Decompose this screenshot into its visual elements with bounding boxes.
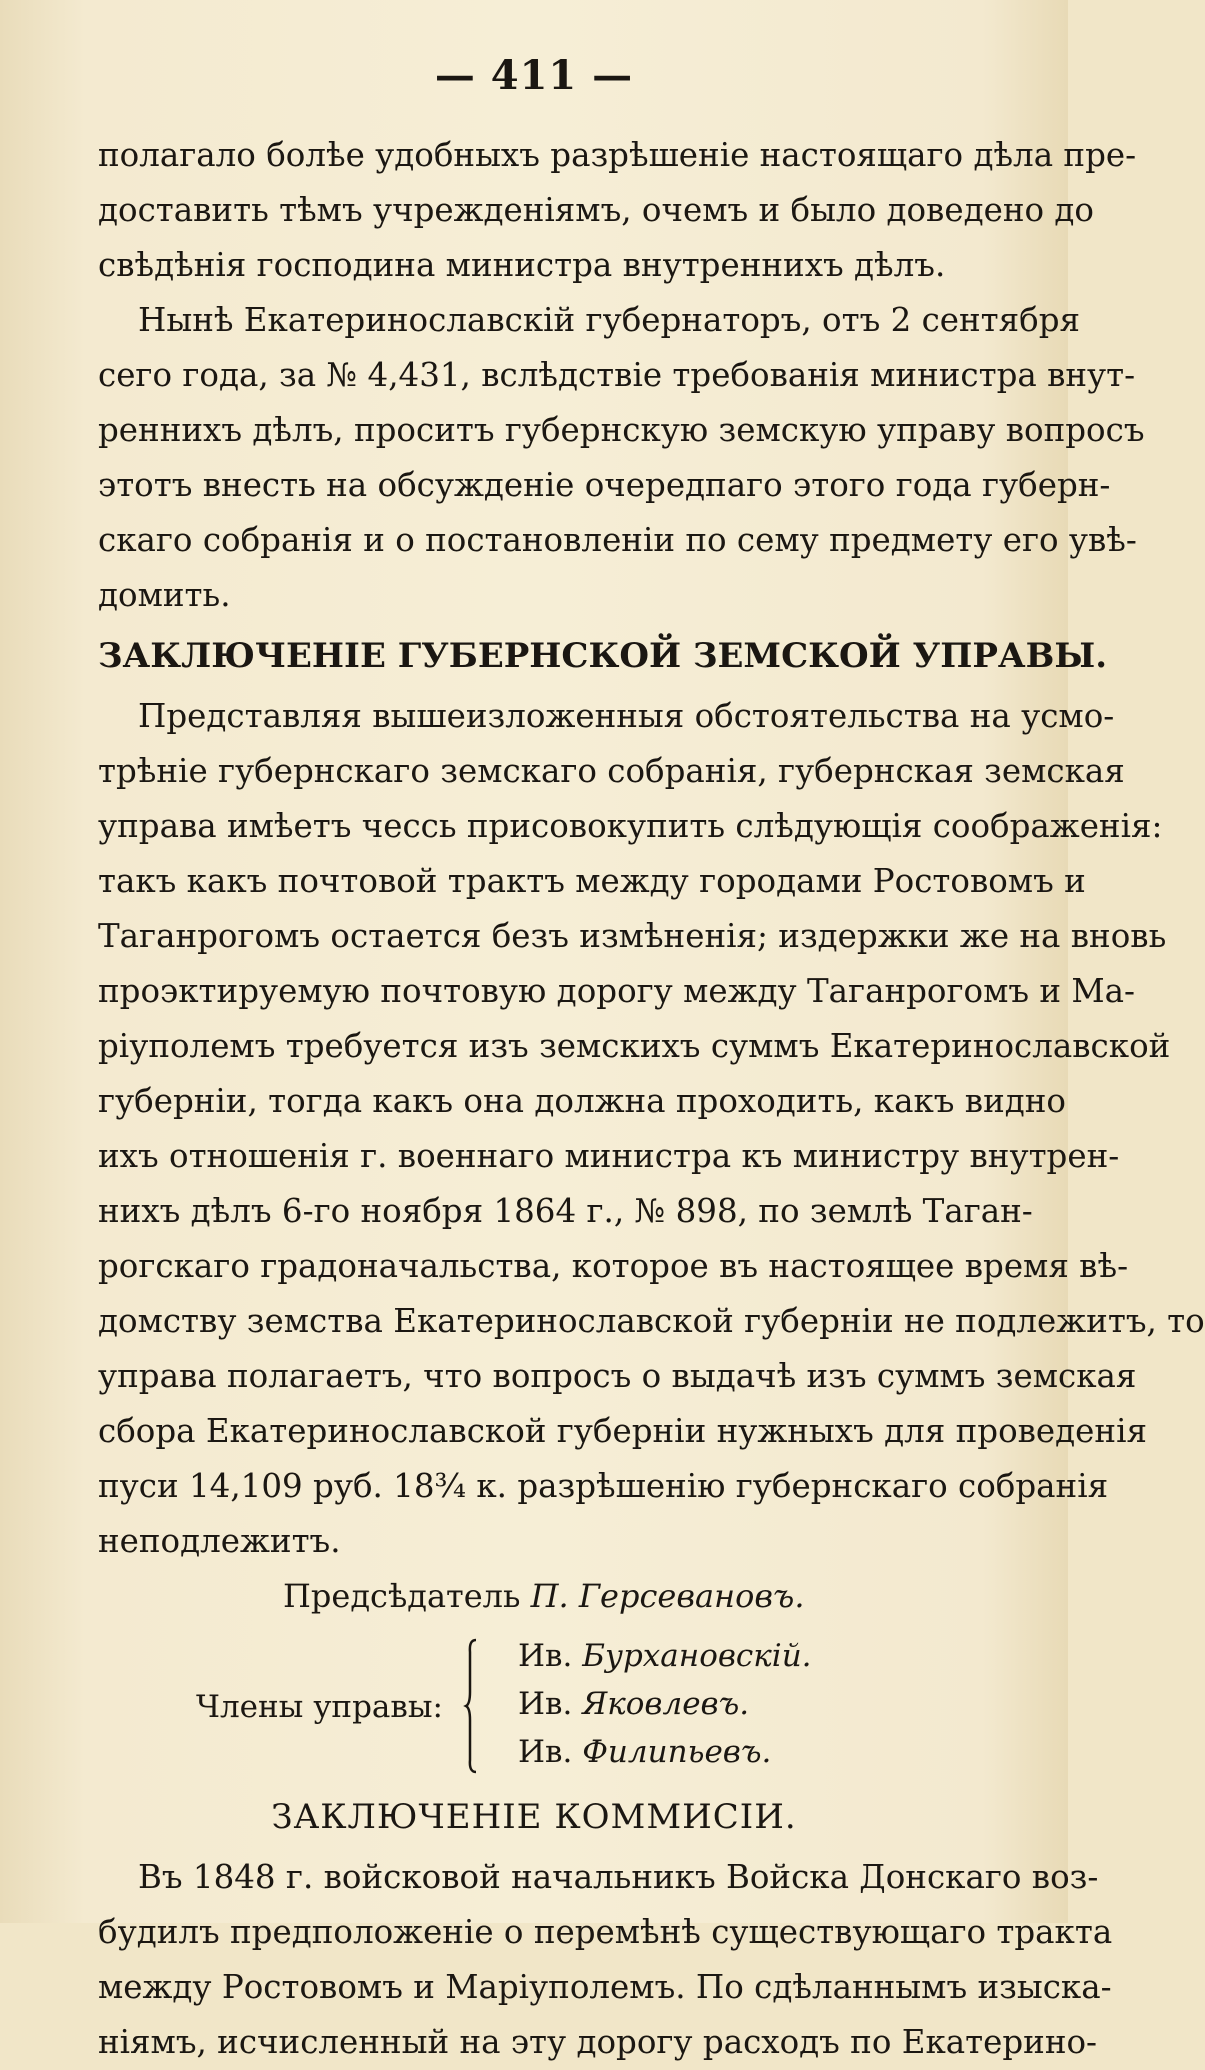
text-line: трѣніе губернскаго земскаго собранія, губернская земская — [98, 752, 1125, 790]
text-line: Представляя вышеизложенныя обстоятельства на усмо- — [138, 697, 1115, 735]
text-line: этотъ внесть на обсужденіе очередпаго этого года губерн- — [98, 466, 1111, 504]
text-line: проэктируемую почтовую дорогу между Таганрогомъ и Ма- — [98, 972, 1135, 1010]
brace-icon — [466, 1638, 480, 1774]
text-line: будилъ предположеніе о перемѣнѣ существующаго тракта — [98, 1913, 1113, 1951]
text-line: сего года, за № 4,431, вслѣдствіе требованія министра внут- — [98, 356, 1136, 394]
text-line: Таганрогомъ остается безъ измѣненія; издержки же на вновь — [98, 917, 1167, 955]
text-line: реннихъ дѣлъ, проситъ губернскую земскую управу вопросъ — [98, 411, 1145, 449]
text-line: нихъ дѣлъ 6-го ноября 1864 г., № 898, по землѣ Таган- — [98, 1192, 1033, 1230]
paragraph-board-conclusion — [98, 689, 1205, 1569]
body-text — [98, 128, 1205, 2070]
member-entry: Ив. Филипьевъ. — [518, 1734, 772, 1770]
text-line: полагало болѣе удобныхъ разрѣшеніе настоящаго дѣла пре- — [98, 136, 1137, 174]
text-line: ніямъ, исчисленный на эту дорогу расходъ по Екатерино- — [98, 2023, 1098, 2061]
text-line: свѣдѣнія господина министра внутреннихъ дѣлъ. — [98, 246, 946, 284]
text-line: управа имѣетъ чессь присовокупить слѣдующія соображенія: — [98, 807, 1163, 845]
text-line: скаго собранія и о постановленіи по сему предмету его увѣ- — [98, 521, 1137, 559]
section-heading-board: ЗАКЛЮЧЕНІЕ ГУБЕРНСКОЙ ЗЕМСКОЙ УПРАВЫ. — [98, 636, 1108, 676]
text-line: такъ какъ почтовой трактъ между городами Ростовомъ и — [98, 862, 1086, 900]
text-line: рогскаго градоначальства, которое въ настоящее время вѣ- — [98, 1247, 1129, 1285]
members-list — [518, 1632, 812, 1776]
chairman-name: П. Герсевановъ. — [530, 1577, 805, 1615]
members-label: Члены управы: — [196, 1689, 443, 1725]
section-heading-commission: ЗАКЛЮЧЕНІЕ КОММИСІИ. — [271, 1797, 797, 1837]
text-line: домить. — [98, 576, 231, 614]
board-members — [98, 1632, 970, 1782]
text-line: Нынѣ Екатеринославскій губернаторъ, отъ 2 сентября — [138, 301, 1081, 339]
text-line: губерніи, тогда какъ она должна проходить, какъ видно — [98, 1082, 1067, 1120]
text-line: ріуполемъ требуется изъ земскихъ суммъ Екатеринославской — [98, 1027, 1171, 1065]
text-line: домству земства Екатеринославской губерніи не подлежитъ, то — [98, 1302, 1205, 1340]
member-entry: Ив. Бурхановскій. — [518, 1638, 812, 1674]
paragraph-governor — [98, 293, 1145, 623]
chairman-title: Предсѣдатель — [283, 1577, 521, 1615]
text-line: Въ 1848 г. войсковой начальникъ Войска Донскаго воз- — [138, 1858, 1099, 1896]
member-entry: Ив. Яковлевъ. — [518, 1686, 750, 1722]
text-line: сбора Екатеринославской губерніи нужныхъ для проведенія — [98, 1412, 1147, 1450]
text-line: между Ростовомъ и Маріуполемъ. По сдѣланнымъ изыска- — [98, 1968, 1112, 2006]
text-line: доставить тѣмъ учрежденіямъ, очемъ и было доведено до — [98, 191, 1094, 229]
paragraph-commission — [98, 1850, 1113, 2070]
intro-paragraph — [98, 128, 1137, 293]
page-number: — 411 — — [434, 52, 634, 99]
text-line: ихъ отношенія г. военнаго министра къ министру внутрен- — [98, 1137, 1120, 1175]
text-line: пуси 14,109 руб. 18¾ к. разрѣшенію губернскаго собранія — [98, 1467, 1109, 1505]
text-line: неподлежитъ. — [98, 1522, 341, 1560]
chairman-signature — [98, 1569, 970, 1624]
text-line: управа полагаетъ, что вопросъ о выдачѣ изъ суммъ земская — [98, 1357, 1137, 1395]
